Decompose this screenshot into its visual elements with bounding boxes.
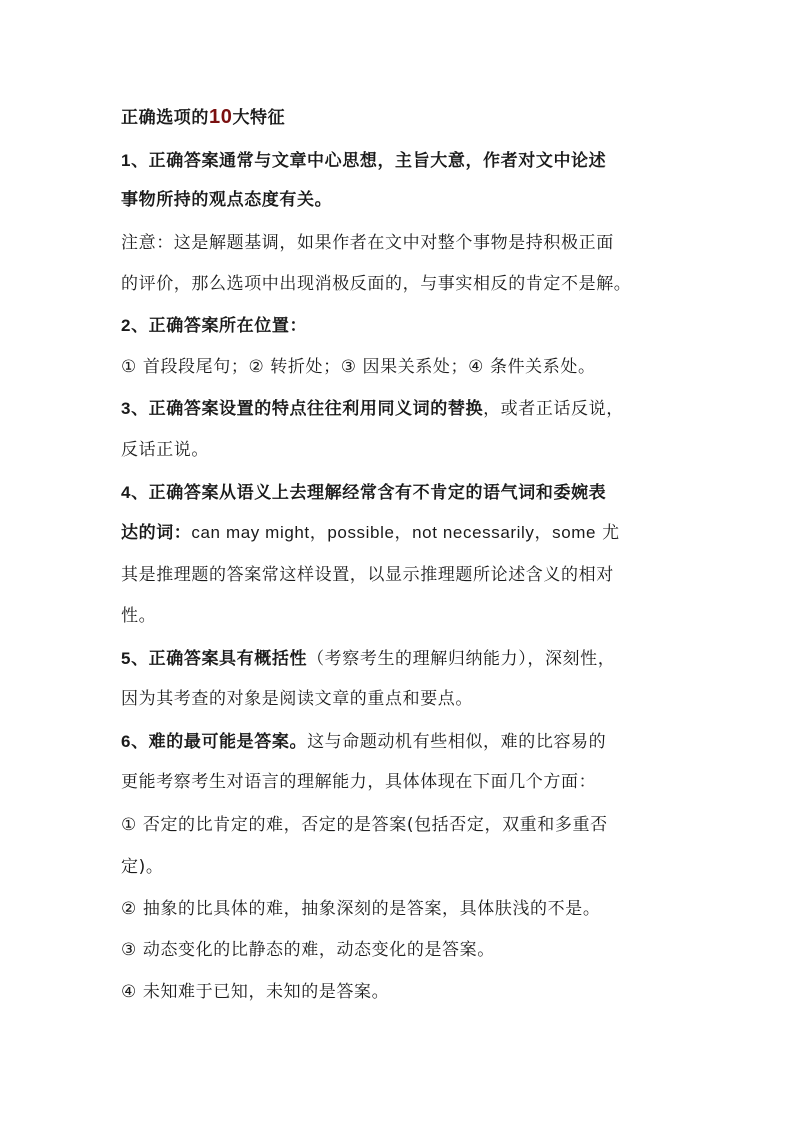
item-3-cont: 反话正说。 <box>121 440 209 460</box>
note-line-2: 的评价，那么选项中出现消极反面的，与事实相反的肯定不是解。 <box>121 274 632 294</box>
item-5-heading: 5、正确答案具有概括性（考察考生的理解归纳能力），深刻性， <box>121 649 616 669</box>
item-6-point-4: ④ 未知难于已知，未知的是答案。 <box>121 982 390 1002</box>
item-2-heading: 2、正确答案所在位置： <box>121 316 308 336</box>
item-1-heading-cont: 事物所持的观点态度有关。 <box>121 190 333 210</box>
item-2-positions: ① 首段段尾句；② 转折处；③ 因果关系处；④ 条件关系处。 <box>121 357 596 377</box>
item-4-cont-1: 其是推理题的答案常这样设置，以显示推理题所论述含义的相对 <box>121 565 614 585</box>
item-6-cont: 更能考察考生对语言的理解能力，具体体现在下面几个方面： <box>121 772 597 792</box>
item-6-point-3: ③ 动态变化的比静态的难，动态变化的是答案。 <box>121 940 495 960</box>
item-6-heading: 6、难的最可能是答案。这与命题动机有些相似，难的比容易的 <box>121 732 607 752</box>
item-4-heading: 4、正确答案从语义上去理解经常含有不肯定的语气词和委婉表 <box>121 483 607 503</box>
note-line-1: 注意：这是解题基调，如果作者在文中对整个事物是持积极正面 <box>121 233 614 253</box>
item-4-cont-2: 性。 <box>121 606 157 626</box>
item-6-point-1: ① 否定的比肯定的难，否定的是答案(包括否定，双重和多重否 <box>121 815 608 835</box>
item-3-heading: 3、正确答案设置的特点往往利用同义词的替换，或者正话反说， <box>121 399 624 419</box>
document-title: 正确选项的10大特征 <box>121 106 286 128</box>
item-5-cont: 因为其考查的对象是阅读文章的重点和要点。 <box>121 689 473 709</box>
item-4-examples: 达的词：can may might，possible，not necessarily，some 尤 <box>121 523 620 543</box>
item-6-point-1-cont: 定)。 <box>121 857 164 877</box>
item-6-point-2: ② 抽象的比具体的难，抽象深刻的是答案，具体肤浅的不是。 <box>121 899 601 919</box>
title-number: 10 <box>209 106 233 128</box>
item-1-heading: 1、正确答案通常与文章中心思想，主旨大意，作者对文中论述 <box>121 151 607 171</box>
